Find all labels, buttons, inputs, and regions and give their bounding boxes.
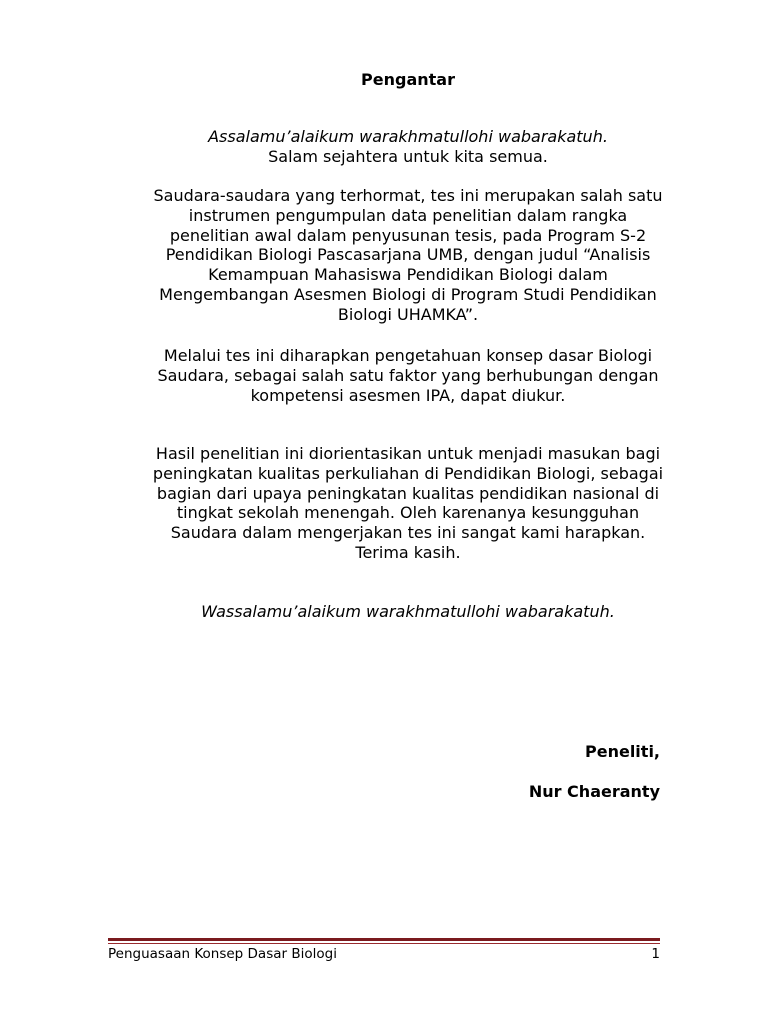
signature-name: Nur Chaeranty — [528, 782, 660, 801]
paragraph-1 — [148, 186, 668, 325]
greeting-line-2: Salam sejahtera untuk kita semua. — [268, 146, 548, 166]
page-title: Pengantar — [361, 70, 455, 89]
footer-text: Penguasaan Konsep Dasar Biologi — [108, 946, 337, 962]
footer-rule-thick — [108, 938, 660, 941]
page-number: 1 — [651, 946, 660, 962]
paragraph-3 — [148, 444, 668, 563]
paragraph-1-text: Saudara-saudara yang terhormat, tes ini merupakan salah satu instrumen pengumpulan data penelitian dalam rangka penelitian awal dalam penyusunan tesis, pada Program S-2 Pendidikan Biologi Pascasarjana UMB, dengan judul “Analisis Kemampuan Mahasiswa Pendidikan Biologi dalam Mengembangan Asesmen Biologi di Program Studi Pendidikan Biologi UHAMKA”. — [153, 186, 663, 324]
paragraph-3-text: Hasil penelitian ini diorientasikan untuk menjadi masukan bagi peningkatan kualitas perkuliahan di Pendidikan Biologi, sebagai bagian dari upaya peningkatan kualitas pendidikan nasional di tingkat sekolah menengah. Oleh karenanya kesungguhan Saudara dalam mengerjakan tes ini sangat kami harapkan. Terima kasih. — [152, 444, 664, 562]
closing-greeting — [148, 602, 668, 622]
signature-role: Peneliti, — [585, 742, 660, 761]
greeting — [148, 127, 668, 167]
paragraph-2-text: Melalui tes ini diharapkan pengetahuan konsep dasar Biologi Saudara, sebagai salah satu faktor yang berhubungan dengan kompetensi asesmen IPA, dapat diukur. — [157, 346, 659, 405]
greeting-line-1: Assalamu’alaikum warakhmatullohi wabarakatuh. — [208, 127, 608, 146]
closing-text: Wassalamu’alaikum warakhmatullohi wabarakatuh. — [201, 602, 615, 621]
footer-rule-thin — [108, 943, 660, 944]
paragraph-2 — [148, 346, 668, 405]
